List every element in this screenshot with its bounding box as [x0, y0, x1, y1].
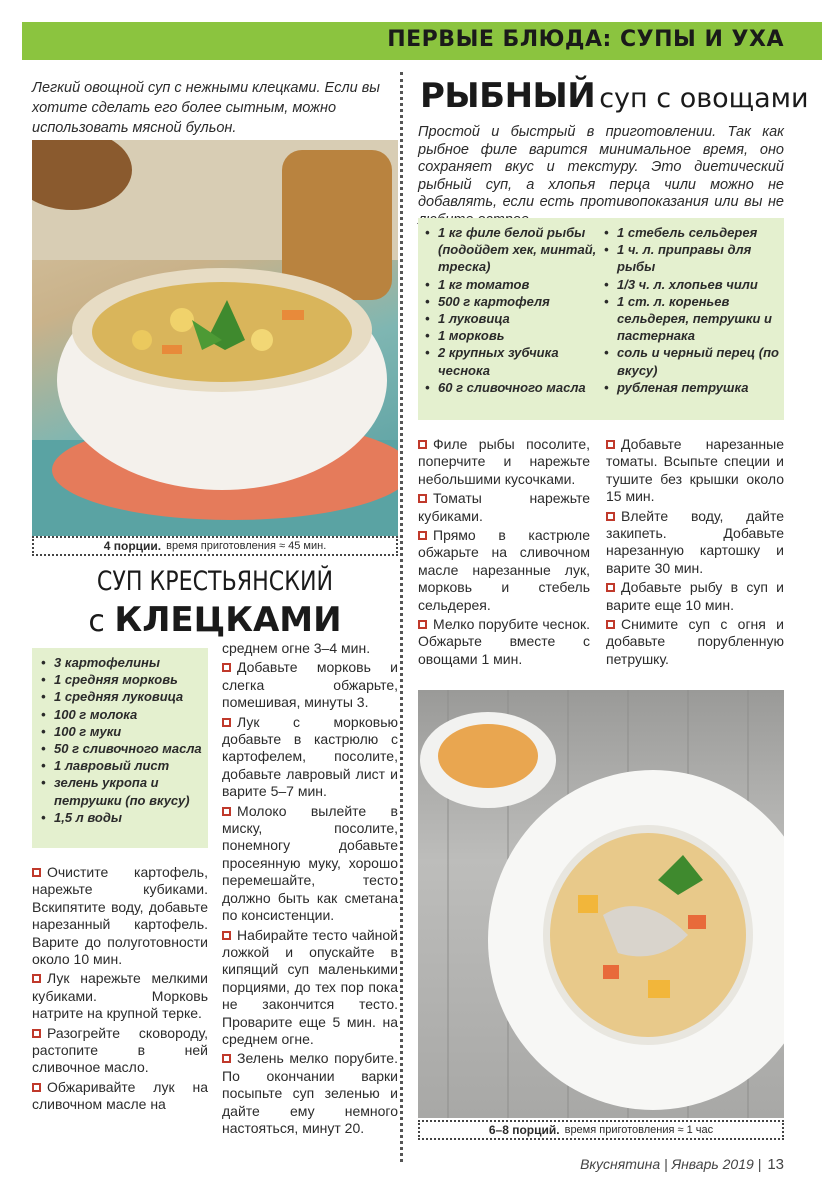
recipe-title-line2: с КЛЕЦКАМИ: [88, 600, 342, 640]
ingredient-item: • 1,5 л воды: [38, 809, 204, 826]
recipe-step: Зелень мелко порубите. По окончании варки посыпьте суп зеленью и дайте ему немного настояться, минут 20.: [222, 1050, 398, 1136]
page-number: 13: [767, 1156, 784, 1173]
ingredient-item: • зелень укропа и петрушки (по вкусу): [38, 774, 204, 808]
step-marker-icon: [606, 512, 615, 521]
ingredient-item: • 50 г сливочного масла: [38, 740, 204, 757]
ingredient-item: • 2 крупных зубчика чеснока: [422, 344, 601, 378]
left-intro: Легкий овощной суп с нежными клецками. Если вы хотите сделать его более сытным, можно использовать мясной бульон.: [32, 80, 380, 136]
recipe-title-bold: КЛЕЦКАМИ: [114, 600, 342, 640]
recipe-step-continued: среднем огне 3–4 мин.: [222, 640, 371, 656]
ingredient-item: • 500 г картофеля: [422, 293, 601, 310]
recipe-step: Добавьте морковь и слегка обжарьте, помешивая, минуты 3.: [222, 659, 398, 711]
ingredient-item: • 1 ст. л. кореньев сельдерея, петрушки и пастернака: [601, 293, 780, 345]
fish-soup-title: [420, 76, 820, 116]
step-marker-icon: [222, 807, 231, 816]
ingredient-list: [38, 654, 204, 826]
section-title: ПЕРВЫЕ БЛЮДА: СУПЫ И УХА: [387, 27, 784, 52]
recipe-step: Разогрейте сковороду, растопите в ней сливочное масло.: [32, 1024, 208, 1076]
recipe-step: Набирайте тесто чайной ложкой и опускайте в кипящий суп маленькими порциями, до тех пор пока не закончится тесто. Проварите еще 5 мин. на среднем огне.: [222, 926, 398, 1047]
ingredient-item: • 1 лавровый лист: [38, 757, 204, 774]
steps-column-fish-b: [606, 436, 784, 670]
step-marker-icon: [32, 974, 41, 983]
recipe-step: Обжаривайте лук на сливочном масле на: [32, 1078, 208, 1113]
ingredients-box-peasant: [32, 648, 208, 848]
recipe-step: Добавьте рыбу в суп и варите еще 10 мин.: [606, 579, 784, 613]
ingredient-item: • 1 морковь: [422, 327, 601, 344]
fish-soup-intro: Простой и быстрый в приготовлении. Так как рыбное филе варится минимальное время, оно сохраняет вкус и текстуру. Это диетический рыбный суп, а хлопья перца чили можно не добавлять, если есть противопоказания или вы не: [418, 124, 784, 211]
magazine-issue: Вкуснятина | Январь 2019 |: [580, 1156, 762, 1172]
ingredient-list-col2: [601, 224, 780, 420]
fish-soup-photo: [418, 690, 784, 1118]
steps-column-fish-a: [418, 436, 590, 670]
ingredient-item: • 1 ч. л. приправы для рыбы: [601, 241, 780, 275]
peasant-soup-photo: [32, 140, 398, 536]
servings-count: 4 порции.: [103, 539, 162, 553]
fish-soup-illustration: [418, 690, 784, 1118]
recipe-step: Очистите картофель, нарежьте кубиками. Вскипятите воду, добавьте нарезанный картофель. Варите до полуготовности около 10 мин.: [32, 864, 208, 968]
recipe-step: Прямо в кастрюле обжарьте на сливочном масле нарезанные лук, морковь и стебель сельдерея.: [418, 527, 590, 613]
section-header-bar: [22, 22, 822, 60]
ingredient-item: • 1 луковица: [422, 310, 601, 327]
ingredient-item: • 1 стебель сельдерея: [601, 224, 780, 241]
servings-count: 6–8 порций.: [488, 1123, 560, 1137]
step-marker-icon: [32, 1029, 41, 1038]
recipe-step: Влейте воду, дайте закипеть. Добавьте нарезанную картошку и варите 30 мин.: [606, 507, 784, 576]
step-marker-icon: [222, 931, 231, 940]
recipe-step: Лук с морковью добавьте в кастрюлю с картофелем, посолите, добавьте лавровый лист и варите 5–7 мин.: [222, 713, 398, 800]
photo-caption-fish: [418, 1120, 784, 1140]
column-divider: [400, 72, 403, 1162]
ingredient-list-col1: [422, 224, 601, 420]
step-marker-icon: [222, 718, 231, 727]
step-marker-icon: [606, 440, 615, 449]
ingredient-item: • 1 кг томатов: [422, 276, 601, 293]
recipe-step: Мелко порубите чеснок. Обжарьте вместе с овощами 1 мин.: [418, 616, 590, 667]
soup-bowl-illustration: [32, 140, 398, 536]
step-marker-icon: [222, 663, 231, 672]
step-marker-icon: [418, 440, 427, 449]
step-marker-icon: [32, 1083, 41, 1092]
step-marker-icon: [606, 620, 615, 629]
recipe-step: Добавьте нарезанные томаты. Всыпьте специи и тушите без крышки около 15 мин.: [606, 436, 784, 505]
ingredient-item: • 1 кг филе белой рыбы (подойдет хек, минтай, треска): [422, 224, 601, 276]
step-marker-icon: [222, 1054, 231, 1063]
steps-column-peasant-b: [222, 640, 398, 1139]
ingredient-item: • соль и черный перец (по вкусу): [601, 344, 780, 378]
cook-time: время приготовления ≈ 1 час: [564, 1124, 714, 1136]
recipe-step: Молоко вылейте в миску, посолите, понемногу добавьте просеянную муку, хорошо перемешайте, тесто должно быть как сметана по консистенции.: [222, 802, 398, 924]
ingredient-item: • 1/3 ч. л. хлопьев чили: [601, 276, 780, 293]
recipe-step: Снимите суп с огня и добавьте порубленную петрушку.: [606, 616, 784, 667]
ingredient-item: • 3 картофелины: [38, 654, 204, 671]
ingredient-item: • рубленая петрушка: [601, 379, 780, 396]
recipe-title-line1: СУП КРЕСТЬЯНСКИЙ: [96, 566, 334, 597]
recipe-step: Лук нарежьте мелкими кубиками. Морковь натрите на крупной терке.: [32, 970, 208, 1022]
step-marker-icon: [32, 868, 41, 877]
ingredient-item: • 1 средняя луковица: [38, 688, 204, 705]
ingredient-item: • 1 средняя морковь: [38, 671, 204, 688]
fish-soup-title-bold: РЫБНЫЙ: [420, 76, 596, 116]
step-marker-icon: [418, 494, 427, 503]
step-marker-icon: [606, 583, 615, 592]
recipe-step: Томаты нарежьте кубиками.: [418, 490, 590, 524]
step-marker-icon: [418, 620, 427, 629]
ingredients-box-fish: [418, 218, 784, 420]
ingredient-item: • 100 г молока: [38, 706, 204, 723]
ingredient-item: • 100 г муки: [38, 723, 204, 740]
page-footer: [580, 1156, 784, 1173]
recipe-step: Филе рыбы посолите, поперчите и нарежьте небольшими кусочками.: [418, 436, 590, 487]
step-marker-icon: [418, 531, 427, 540]
cook-time: время приготовления ≈ 45 мин.: [166, 540, 327, 552]
steps-column-peasant-a: [32, 864, 208, 1116]
fish-soup-title-rest: суп с овощами: [599, 83, 809, 114]
photo-caption-peasant: [32, 536, 398, 556]
ingredient-item: • 60 г сливочного масла: [422, 379, 601, 396]
